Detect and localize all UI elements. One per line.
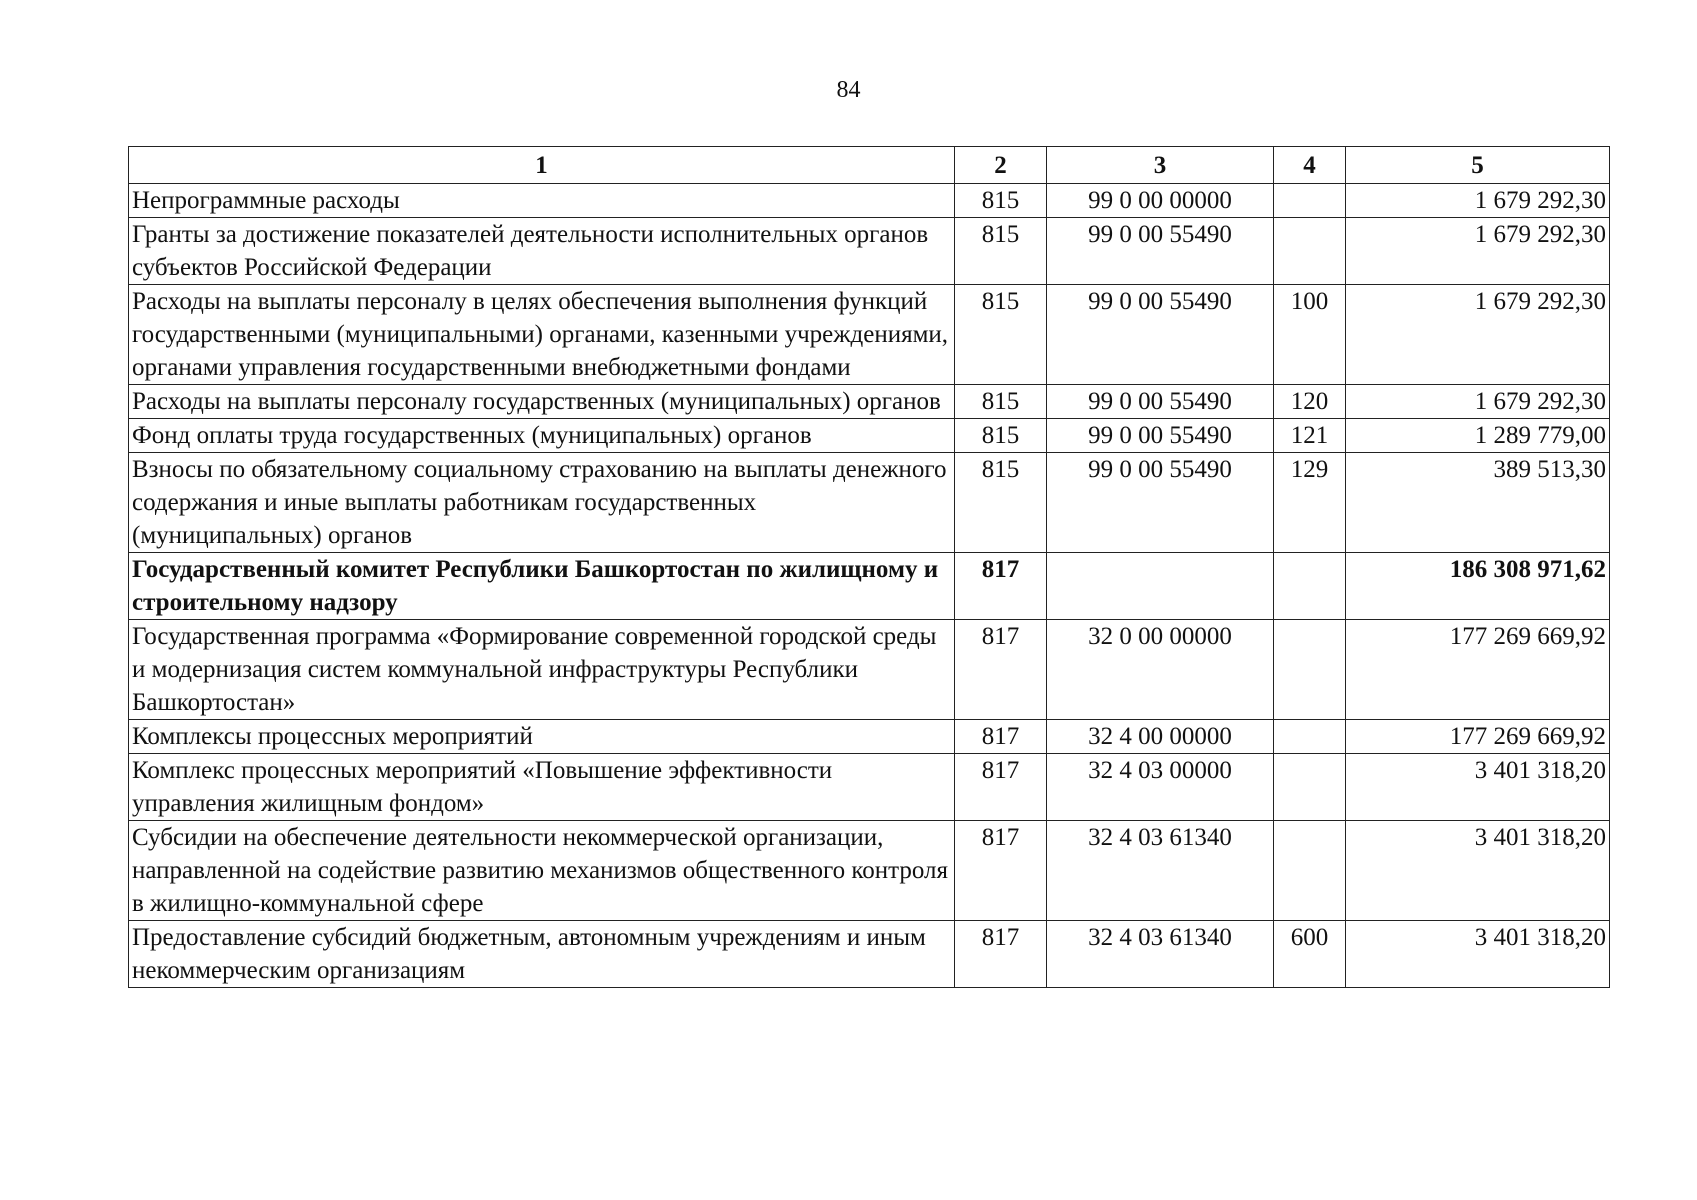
row-sum-cell: 1 679 292,30 xyxy=(1346,385,1610,419)
row-csr-cell: 99 0 00 55490 xyxy=(1047,218,1274,285)
row-sum-cell: 1 679 292,30 xyxy=(1346,285,1610,385)
header-col-5: 5 xyxy=(1346,147,1610,184)
row-csr-cell: 99 0 00 00000 xyxy=(1047,184,1274,218)
header-col-3: 3 xyxy=(1047,147,1274,184)
table-row xyxy=(129,553,1610,620)
row-sum-cell: 1 679 292,30 xyxy=(1346,184,1610,218)
row-vr-cell: 120 xyxy=(1274,385,1346,419)
row-name-cell: Гранты за достижение показателей деятельности исполнительных органов субъектов Российской Федерации xyxy=(129,218,955,285)
row-csr-cell: 32 4 03 61340 xyxy=(1047,821,1274,921)
row-sum-cell: 186 308 971,62 xyxy=(1346,553,1610,620)
row-vr-cell xyxy=(1274,553,1346,620)
page-number: 84 xyxy=(836,77,861,103)
table-row xyxy=(129,754,1610,821)
row-ved-cell: 815 xyxy=(955,419,1047,453)
row-name-cell: Непрограммные расходы xyxy=(129,184,955,218)
row-csr-cell: 99 0 00 55490 xyxy=(1047,385,1274,419)
row-vr-cell xyxy=(1274,218,1346,285)
table-row xyxy=(129,821,1610,921)
row-ved-cell: 815 xyxy=(955,453,1047,553)
table-row xyxy=(129,419,1610,453)
row-name-cell: Фонд оплаты труда государственных (муниципальных) органов xyxy=(129,419,955,453)
row-ved-cell: 817 xyxy=(955,821,1047,921)
row-name-cell: Предоставление субсидий бюджетным, автономным учреждениям и иным некоммерческим организациям xyxy=(129,921,955,988)
row-vr-cell xyxy=(1274,184,1346,218)
row-vr-cell: 600 xyxy=(1274,921,1346,988)
row-csr-cell: 32 0 00 00000 xyxy=(1047,620,1274,720)
budget-table xyxy=(128,146,1610,988)
header-col-2: 2 xyxy=(955,147,1047,184)
row-sum-cell: 177 269 669,92 xyxy=(1346,620,1610,720)
table-body xyxy=(129,184,1610,988)
row-vr-cell xyxy=(1274,720,1346,754)
row-csr-cell: 32 4 03 61340 xyxy=(1047,921,1274,988)
row-csr-cell: 32 4 00 00000 xyxy=(1047,720,1274,754)
table-row xyxy=(129,184,1610,218)
row-vr-cell xyxy=(1274,821,1346,921)
row-name-cell: Взносы по обязательному социальному страхованию на выплаты денежного содержания и иные выплаты работникам государственных (муниципальных) органов xyxy=(129,453,955,553)
row-ved-cell: 815 xyxy=(955,285,1047,385)
row-sum-cell: 389 513,30 xyxy=(1346,453,1610,553)
row-csr-cell: 99 0 00 55490 xyxy=(1047,419,1274,453)
table-row xyxy=(129,921,1610,988)
row-ved-cell: 817 xyxy=(955,620,1047,720)
row-ved-cell: 817 xyxy=(955,720,1047,754)
row-ved-cell: 817 xyxy=(955,921,1047,988)
row-name-cell: Расходы на выплаты персоналу в целях обеспечения выполнения функций государственными (муниципальными) органами, казенными учреждениями, органами управления государственными внебюджетными фондами xyxy=(129,285,955,385)
row-sum-cell: 3 401 318,20 xyxy=(1346,921,1610,988)
row-vr-cell xyxy=(1274,754,1346,821)
header-col-1: 1 xyxy=(129,147,955,184)
row-ved-cell: 815 xyxy=(955,218,1047,285)
row-csr-cell xyxy=(1047,553,1274,620)
row-ved-cell: 815 xyxy=(955,184,1047,218)
header-col-4: 4 xyxy=(1274,147,1346,184)
row-sum-cell: 1 679 292,30 xyxy=(1346,218,1610,285)
table-row xyxy=(129,385,1610,419)
row-csr-cell: 99 0 00 55490 xyxy=(1047,453,1274,553)
row-sum-cell: 3 401 318,20 xyxy=(1346,821,1610,921)
table-row xyxy=(129,453,1610,553)
row-name-cell: Комплекс процессных мероприятий «Повышение эффективности управления жилищным фондом» xyxy=(129,754,955,821)
row-ved-cell: 817 xyxy=(955,754,1047,821)
table-row xyxy=(129,218,1610,285)
row-name-cell: Расходы на выплаты персоналу государственных (муниципальных) органов xyxy=(129,385,955,419)
row-name-cell: Государственный комитет Республики Башкортостан по жилищному и строительному надзору xyxy=(129,553,955,620)
row-sum-cell: 3 401 318,20 xyxy=(1346,754,1610,821)
row-name-cell: Субсидии на обеспечение деятельности некоммерческой организации, направленной на содействие развитию механизмов общественного контроля в жилищно-коммунальной сфере xyxy=(129,821,955,921)
row-name-cell: Государственная программа «Формирование современной городской среды и модернизация систем коммунальной инфраструктуры Республики Башкортостан» xyxy=(129,620,955,720)
row-name-cell: Комплексы процессных мероприятий xyxy=(129,720,955,754)
row-csr-cell: 32 4 03 00000 xyxy=(1047,754,1274,821)
table-row xyxy=(129,285,1610,385)
row-vr-cell xyxy=(1274,620,1346,720)
table-row xyxy=(129,620,1610,720)
header-row xyxy=(129,147,1610,184)
row-ved-cell: 817 xyxy=(955,553,1047,620)
row-csr-cell: 99 0 00 55490 xyxy=(1047,285,1274,385)
row-vr-cell: 100 xyxy=(1274,285,1346,385)
row-vr-cell: 129 xyxy=(1274,453,1346,553)
table-row xyxy=(129,720,1610,754)
row-ved-cell: 815 xyxy=(955,385,1047,419)
row-sum-cell: 177 269 669,92 xyxy=(1346,720,1610,754)
row-vr-cell: 121 xyxy=(1274,419,1346,453)
row-sum-cell: 1 289 779,00 xyxy=(1346,419,1610,453)
